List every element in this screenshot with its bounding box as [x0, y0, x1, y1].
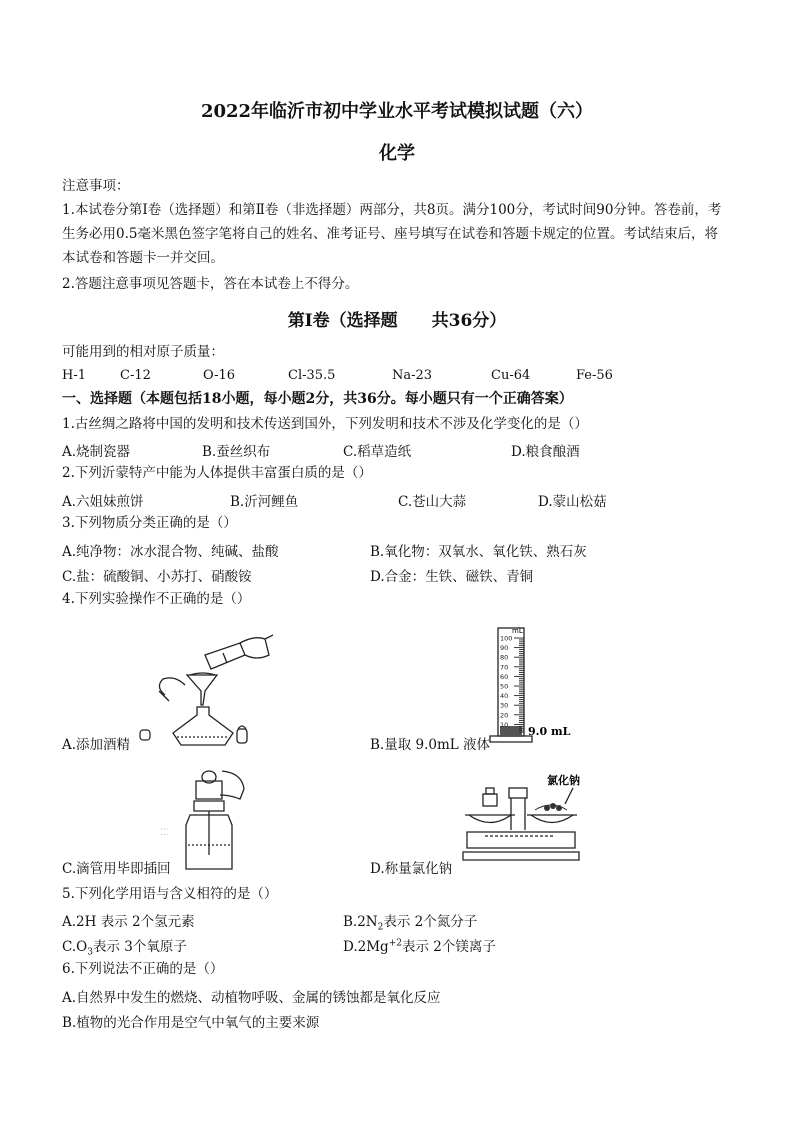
part-title: 一、选择题（本题包括18小题，每小题2分，共36分。每小题只有一个正确答案）: [62, 391, 573, 407]
q5-option-a[interactable]: A.2H 表示 2个氢元素: [62, 914, 195, 930]
notes-heading: 注意事项：: [62, 178, 130, 194]
exam-title: 2022年临沂市初中学业水平考试模拟试题（六）: [200, 101, 594, 122]
q1-option-a[interactable]: A.烧制瓷器: [62, 444, 131, 460]
q3-option-a[interactable]: A.纯净物：冰水混合物、纯碱、盐酸: [62, 544, 279, 560]
cylinder-tick-label: 90: [500, 644, 509, 653]
q6-option-b[interactable]: B.植物的光合作用是空气中氧气的主要来源: [62, 1015, 320, 1031]
q4-option-a[interactable]: A.添加酒精: [62, 737, 131, 753]
q4-option-c[interactable]: C.滴管用毕即插回: [62, 861, 171, 877]
q2-option-c[interactable]: C.苍山大蒜: [398, 494, 467, 510]
cylinder-tick-label: 80: [500, 653, 509, 662]
lamp-cap-icon: [138, 727, 152, 741]
graduated-cylinder-illustration: [470, 622, 580, 747]
atomic-masses-label: 可能用到的相对原子质量：: [62, 344, 224, 360]
svg-text:⁚⁚⁚: ⁚⁚⁚: [160, 828, 169, 838]
q1-option-b[interactable]: B.蚕丝织布: [202, 444, 271, 460]
mass-o: O-16: [203, 368, 236, 383]
balance-illustration: [455, 770, 585, 870]
q5-option-c[interactable]: $C.O_3$表示 3个氧原子: [62, 939, 187, 958]
q5-option-b[interactable]: $B.2N_2$表示 2个氮分子: [343, 914, 478, 933]
cylinder-tick-label: 10: [500, 720, 509, 729]
mass-fe: Fe-56: [576, 368, 613, 383]
q4-option-d[interactable]: D.称量氯化钠: [370, 861, 453, 877]
mass-c: C-12: [120, 368, 151, 383]
notes-item-1: 1.本试卷分第Ⅰ卷（选择题）和第Ⅱ卷（非选择题）两部分，共8页。满分100分，考试时间90分钟。答卷前，考生务必用0.5毫米黑色签字笔将自己的姓名、准考证号、座号填写在试卷和答题卡规定的位置。考试结束后，将本试卷和答题卡一并交回。: [62, 202, 722, 266]
cylinder-tick-label: 50: [500, 682, 509, 691]
notes-item-2: 2.答题注意事项见答题卡，答在本试卷上不得分。: [62, 276, 359, 292]
q4-option-b[interactable]: B.量取 9.0mL 液体: [370, 737, 491, 753]
q3-option-c[interactable]: C.盐：硫酸铜、小苏打、硝酸铵: [62, 569, 252, 585]
dropper-bottle-illustration: [160, 765, 260, 875]
balance-label: 氯化钠: [547, 774, 580, 787]
cylinder-tick-label: 30: [500, 701, 509, 710]
cylinder-tick-label: 100: [500, 634, 513, 643]
q2-option-b[interactable]: B.沂河鲤鱼: [230, 494, 299, 510]
mass-cu: Cu-64: [491, 368, 531, 383]
cylinder-tick-label: 20: [500, 711, 509, 720]
section-1-title: 第Ⅰ卷（选择题 共36分）: [287, 311, 507, 331]
cylinder-tick-label: 40: [500, 692, 509, 701]
q2-option-d[interactable]: D.蒙山松菇: [538, 494, 607, 510]
alcohol-lamp-illustration: [145, 625, 275, 750]
q5-stem: 5.下列化学用语与含义相符的是（）: [62, 886, 278, 902]
q2-option-a[interactable]: A.六姐妹煎饼: [62, 494, 144, 510]
q1-option-d[interactable]: D.粮食酿酒: [511, 444, 580, 460]
q1-option-c[interactable]: C.稻草造纸: [343, 444, 412, 460]
q1-stem: 1.古丝绸之路将中国的发明和技术传送到国外，下列发明和技术不涉及化学变化的是（）: [62, 416, 588, 432]
q3-option-d[interactable]: D.合金：生铁、磁铁、青铜: [370, 569, 534, 585]
q2-stem: 2.下列沂蒙特产中能为人体提供丰富蛋白质的是（）: [62, 465, 372, 481]
mass-na: Na-23: [392, 368, 433, 383]
q3-stem: 3.下列物质分类正确的是（）: [62, 515, 237, 531]
cylinder-unit: mL: [512, 627, 523, 635]
q4-stem: 4.下列实验操作不正确的是（）: [62, 591, 251, 607]
q5-option-d[interactable]: $D.2Mg^{+2}$表示 2个镁离子: [343, 938, 496, 955]
q6-option-a[interactable]: A.自然界中发生的燃烧、动植物呼吸、金属的锈蚀都是氧化反应: [62, 990, 441, 1006]
cylinder-reading: 9.0 mL: [528, 725, 571, 738]
mass-h: H-1: [62, 368, 87, 383]
subject-title: 化学: [379, 143, 415, 164]
q6-stem: 6.下列说法不正确的是（）: [62, 961, 224, 977]
cylinder-tick-label: 70: [500, 663, 509, 672]
cylinder-tick-label: 60: [500, 672, 509, 681]
q3-option-b[interactable]: B.氧化物：双氧水、氧化铁、熟石灰: [370, 544, 587, 560]
mass-cl: Cl-35.5: [288, 368, 336, 383]
